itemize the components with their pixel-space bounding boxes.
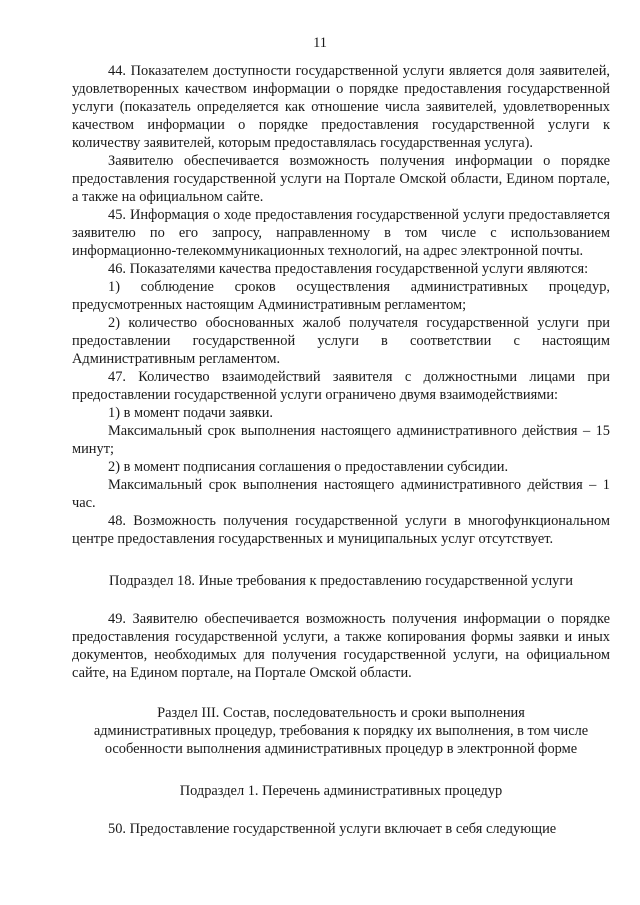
- paragraph-47-max-time-2: Максимальный срок выполнения настоящего административного действия – 1 час.: [72, 477, 610, 511]
- subsection-1-heading: Подраздел 1. Перечень административных процедур: [179, 783, 503, 799]
- section-3-heading: [72, 704, 610, 758]
- section-3-heading-line-1: Раздел III. Состав, последовательность и сроки выполнения: [157, 705, 525, 721]
- paragraph-47-max-time-1: Максимальный срок выполнения настоящего административного действия – 15 минут;: [72, 423, 610, 457]
- paragraph-50: 50. Предоставление государственной услуги включает в себя следующие: [108, 821, 557, 837]
- subsection-18-heading: Подраздел 18. Иные требования к предоставлению государственной услуги: [109, 573, 573, 589]
- paragraph-47: 47. Количество взаимодействий заявителя с должностными лицами при предоставлении государственной услуги ограничено двумя взаимодействиями:: [72, 369, 610, 403]
- paragraph-46: 46. Показателями качества предоставления государственной услуги являются:: [108, 261, 589, 277]
- section-3-heading-line-2: административных процедур, требования к порядку их выполнения, в том числе: [93, 723, 589, 739]
- paragraph-44: 44. Показателем доступности государственной услуги является доля заявителей, удовлетворенных качеством информации о порядке предоставления государственной услуги (показатель определяется как отношение числа заявителей, удовлетворенных качеством информации о порядке предоставления государственной услуги к количеству заявителей, которым предоставлялась государственная услуга).: [72, 63, 610, 151]
- paragraph-47-item-2: 2) в момент подписания соглашения о предоставлении субсидии.: [108, 459, 509, 475]
- paragraph-47-item-1: 1) в момент подачи заявки.: [108, 405, 274, 421]
- paragraph-49: 49. Заявителю обеспечивается возможность получения информации о порядке предоставления государственной услуги, а также копирования формы заявки и иных документов, необходимых для получения государственной услуги, на официальном сайте, на Едином портале, на Портале Омской области.: [72, 611, 610, 681]
- paragraph-48: 48. Возможность получения государственной услуги в многофункциональном центре предоставления государственных и муниципальных услуг отсутствует.: [72, 513, 610, 547]
- document-body: [72, 62, 610, 838]
- paragraph-46-item-2: 2) количество обоснованных жалоб получателя государственной услуги при предоставлении государственной услуги в соответствии с настоящим Административным регламентом.: [72, 315, 610, 367]
- paragraph-45: 45. Информация о ходе предоставления государственной услуги предоставляется заявителю по его запросу, направленному в том числе с использованием информационно-телекоммуникационных технологий, на адрес электронной почты.: [72, 207, 610, 259]
- paragraph-info-availability: Заявителю обеспечивается возможность получения информации о порядке предоставления государственной услуги на Портале Омской области, Едином портале, а также на официальном сайте.: [72, 153, 610, 205]
- section-3-heading-line-3: особенности выполнения административных процедур в электронной форме: [104, 741, 578, 757]
- paragraph-46-item-1: 1) соблюдение сроков осуществления административных процедур, предусмотренных настоящим Административным регламентом;: [72, 279, 610, 313]
- page-number: 11: [313, 35, 327, 51]
